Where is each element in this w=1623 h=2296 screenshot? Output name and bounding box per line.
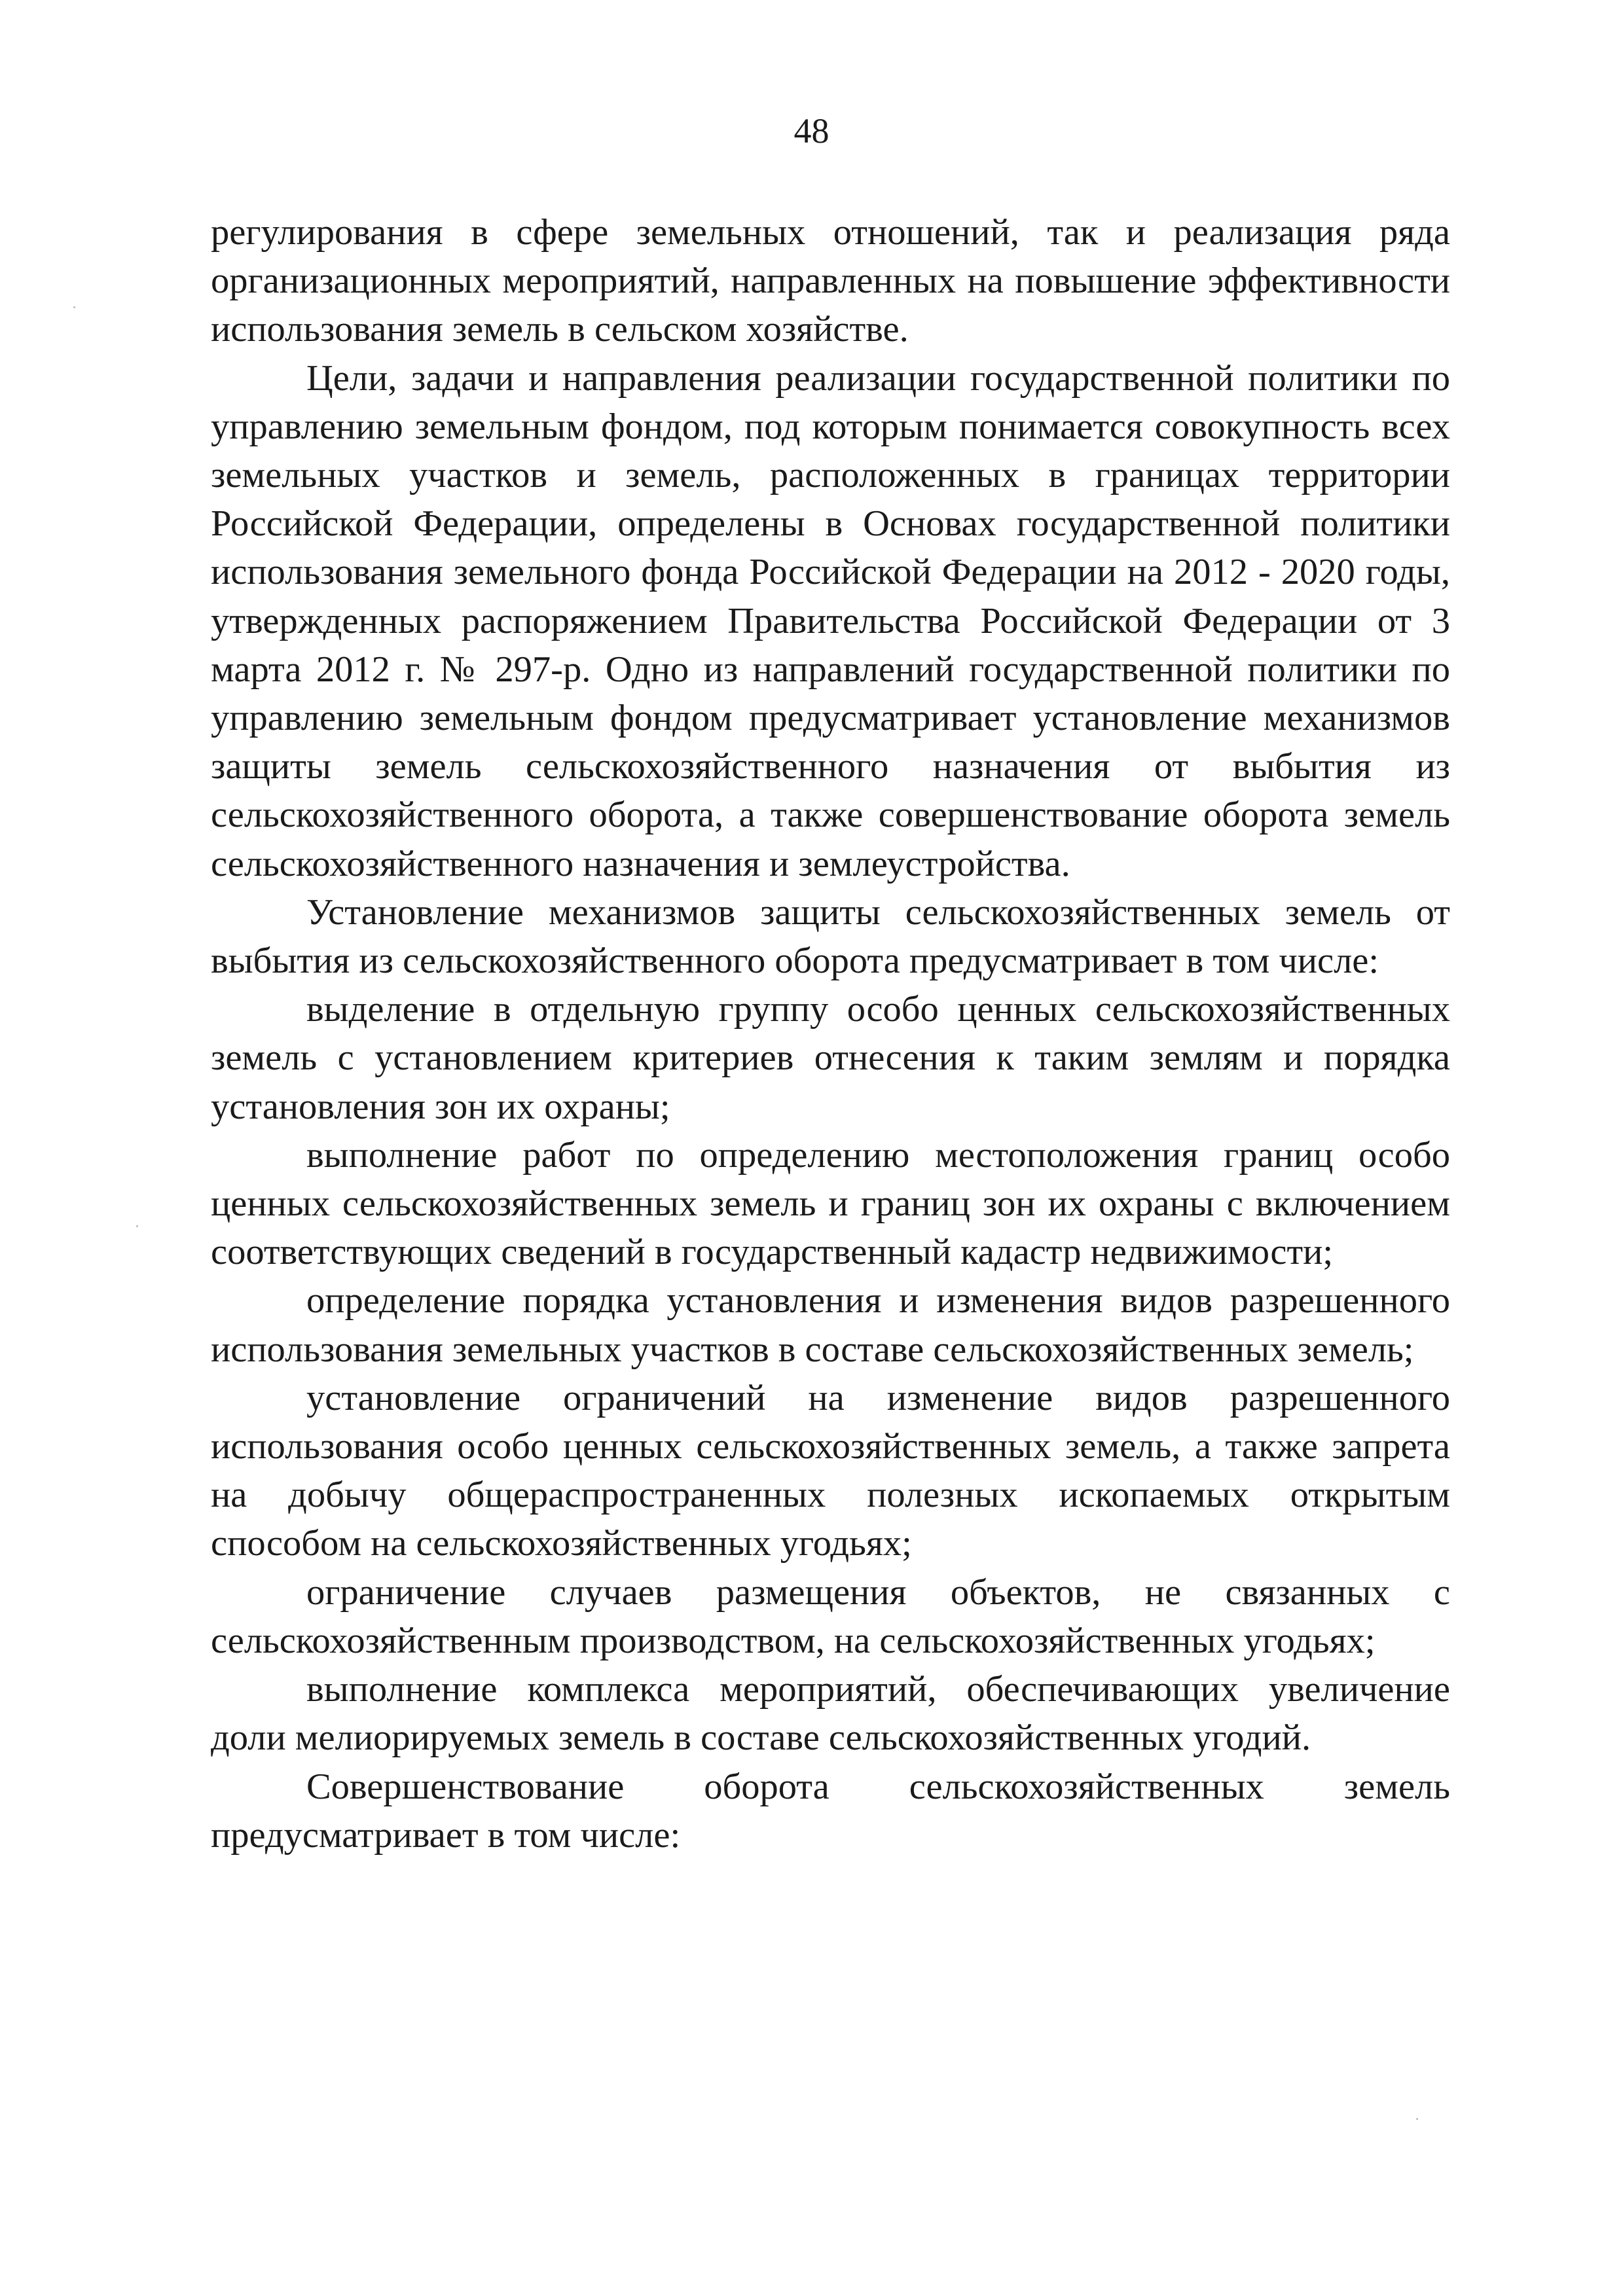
list-item-permitted-use-procedure: определение порядка установления и изменения видов разрешенного использования земельных участков в составе сельскохозяйственных земель; [211, 1280, 1450, 1370]
paragraph-turnover-improvement: Совершенствование оборота сельскохозяйственных земель предусматривает в том числе: [211, 1766, 1450, 1856]
scan-speck [1416, 2118, 1418, 2120]
scan-speck [136, 1225, 138, 1227]
paragraph-policy-goals: Цели, задачи и направления реализации государственной политики по управлению земельным фондом, под которым понимается совокупность всех земельных участков и земель, расположенных в границах территории Российской Федерации, определены в Основах государственной политики использования земельного фонда Российской Федерации на 2012 - 2020 годы, утвержденных распоряжением Правительства Российской Федерации от 3 марта 2012 г. № 297-р. Одно из направлений государственной политики по управлению земельным фондом предусматривает установление механизмов защиты земель сельскохозяйственного назначения от выбытия из сельскохозяйственного оборота, а также совершенствование оборота земель сельскохозяйственного назначения и землеустройства. [211, 357, 1450, 884]
list-item-use-restrictions: установление ограничений на изменение видов разрешенного использования особо ценных сельскохозяйственных земель, а также запрета на добычу общераспространенных полезных ископаемых открытым способом на сельскохозяйственных угодьях; [211, 1377, 1450, 1564]
list-item-melioration: выполнение комплекса мероприятий, обеспечивающих увеличение доли мелиорируемых земель в составе сельскохозяйственных угодий. [211, 1669, 1450, 1759]
list-item-object-placement: ограничение случаев размещения объектов, не связанных с сельскохозяйственным производством, на сельскохозяйственных угодьях; [211, 1571, 1450, 1661]
list-item-boundary-works: выполнение работ по определению местоположения границ особо ценных сельскохозяйственных земель и границ зон их охраны с включением соответствующих сведений в государственный кадастр недвижимости; [211, 1134, 1450, 1273]
list-item-valuable-lands: выделение в отдельную группу особо ценных сельскохозяйственных земель с установлением критериев отнесения к таким землям и порядка установления зон их охраны; [211, 989, 1450, 1127]
paragraph-protection-mechanisms: Установление механизмов защиты сельскохозяйственных земель от выбытия из сельскохозяйственного оборота предусматривает в том числе: [211, 891, 1450, 982]
body-text [211, 208, 1450, 1859]
page-number: 48 [793, 111, 830, 151]
scan-speck [73, 306, 75, 308]
paragraph-continuation: регулирования в сфере земельных отношений, так и реализация ряда организационных мероприятий, направленных на повышение эффективности использования земель в сельском хозяйстве. [211, 212, 1450, 350]
